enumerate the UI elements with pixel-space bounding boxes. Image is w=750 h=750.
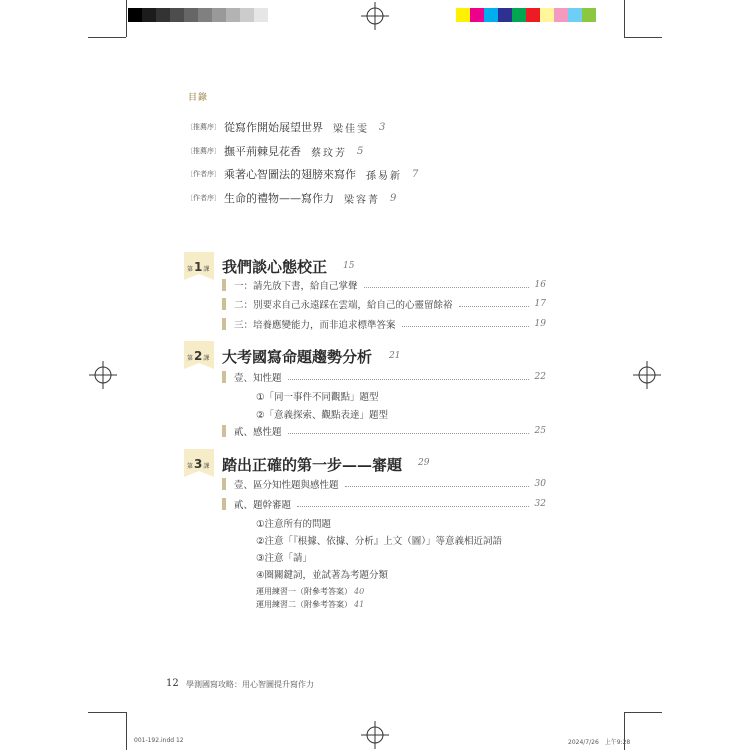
sub-item[interactable]: ①「同一事件不同觀點」題型 [256,392,379,403]
preface-author: 梁佳雯 [333,123,369,135]
preface-author: 孫易新 [366,170,402,182]
leader-dots [288,433,529,434]
preface-author: 梁容菁 [344,194,380,206]
preface-author: 蔡玟芳 [311,147,347,159]
section-bar [222,298,226,310]
section-label: 三：培養應變能力，而非追求標準答案 [234,320,396,331]
preface-entry[interactable] [186,189,396,207]
grayscale-bar [128,8,268,22]
leader-dots [364,287,529,288]
preface-entry[interactable] [186,142,363,160]
preface-entry[interactable] [186,165,418,183]
slug-timestamp: 2024/7/26 上午9:28 [568,739,631,746]
exercise-page: 41 [354,600,365,609]
preface-title: 從寫作開始展望世界 [224,121,323,134]
color-swatch [470,8,484,22]
crop-mark [624,712,662,713]
section-bar [222,371,226,383]
preface-entry[interactable] [186,118,385,136]
section-entry[interactable] [222,316,546,332]
badge-number: 2 [194,349,203,363]
section-page: 25 [534,426,546,436]
badge-suffix: 課 [203,266,210,273]
lesson-title[interactable]: 我們談心態校正 [222,258,328,276]
section-entry[interactable] [222,296,546,312]
exercise-label: 運用練習二（附參考答案） [256,600,352,609]
section-label: 一：請先放下書，給自己掌聲 [234,281,358,292]
preface-title: 撫平荊棘見花香 [224,145,301,158]
section-label: 壹、區分知性題與感性題 [234,480,339,491]
section-bar [222,498,226,510]
crop-mark [624,37,662,38]
badge-suffix: 課 [203,463,210,470]
section-bar [222,425,226,437]
preface-page: 3 [379,121,386,133]
badge-prefix: 第 [187,355,194,362]
running-footer-title: 學測國寫攻略：用心智圖提升寫作力 [186,680,314,689]
exercise-page: 40 [354,587,365,596]
badge-number: 3 [194,457,203,471]
color-swatch [456,8,470,22]
lesson-title[interactable]: 大考國寫命題趨勢分析 [222,348,373,366]
sub-item[interactable]: ②「意義探索、觀點表達」題型 [256,410,389,421]
section-label: 二：別要求自己永遠踩在雲端，給自己的心靈留餘裕 [234,300,453,311]
section-entry[interactable] [222,496,546,512]
lesson-page: 15 [343,261,355,271]
leader-dots [297,506,529,507]
lesson-badge [184,341,214,369]
sub-item[interactable]: ④圈關鍵詞，並試著為考題分類 [256,570,389,581]
section-page: 30 [534,479,546,489]
section-page: 17 [534,299,546,309]
color-swatch [582,8,596,22]
section-bar [222,318,226,330]
color-swatch [526,8,540,22]
color-swatch [484,8,498,22]
crop-mark [88,37,126,38]
preface-tag: 〔作者序〕 [186,194,221,202]
preface-tag: 〔推薦序〕 [186,147,221,155]
registration-mark-icon [89,361,117,389]
section-bar [222,478,226,490]
preface-page: 9 [390,192,397,204]
leader-dots [345,486,529,487]
section-bar [222,279,226,291]
section-entry[interactable] [222,369,546,385]
color-bar [456,8,596,22]
lesson-page: 29 [418,458,430,468]
preface-title: 乘著心智圖法的翅膀來寫作 [224,168,356,181]
lesson-title[interactable]: 踏出正確的第一步——審題 [222,456,403,474]
lesson-page: 21 [389,351,401,361]
preface-title: 生命的禮物——寫作力 [224,192,334,205]
leader-dots [288,379,529,380]
color-swatch [540,8,554,22]
section-page: 22 [534,372,546,382]
preface-page: 5 [357,145,364,157]
sub-item[interactable]: ③注意「請」 [256,553,313,564]
color-swatch [512,8,526,22]
sub-item[interactable]: ②注意「『根據、依據、分析』上文（圖）」等意義相近詞語 [256,536,503,547]
page-number: 12 [166,678,179,689]
preface-tag: 〔推薦序〕 [186,123,221,131]
lesson-badge [184,449,214,477]
exercise-entry[interactable] [256,586,364,597]
registration-mark-icon [361,2,389,30]
section-label: 壹、知性題 [234,373,282,384]
section-entry[interactable] [222,476,546,492]
crop-mark [126,712,127,750]
color-swatch [554,8,568,22]
color-swatch [498,8,512,22]
section-entry[interactable] [222,423,546,439]
badge-number: 1 [194,260,203,274]
color-swatch [568,8,582,22]
section-label: 貳、感性題 [234,427,282,438]
preface-page: 7 [412,168,419,180]
lesson-badge [184,252,214,280]
badge-prefix: 第 [187,463,194,470]
crop-mark [88,712,126,713]
toc-title: 目錄 [188,93,209,103]
exercise-entry[interactable] [256,599,364,610]
section-entry[interactable] [222,277,546,293]
section-page: 32 [534,499,546,509]
slug-filename: 001-192.indd 12 [134,737,184,744]
section-label: 貳、題幹審題 [234,500,292,511]
badge-prefix: 第 [187,266,194,273]
leader-dots [459,306,529,307]
preface-tag: 〔作者序〕 [186,170,221,178]
badge-suffix: 課 [203,355,210,362]
section-page: 16 [534,280,546,290]
sub-item[interactable]: ①注意所有的問題 [256,519,332,530]
section-page: 19 [534,319,546,329]
crop-mark [624,0,625,37]
leader-dots [402,326,529,327]
registration-mark-icon [361,721,389,749]
crop-mark [126,0,127,37]
registration-mark-icon [633,361,661,389]
exercise-label: 運用練習一（附參考答案） [256,587,352,596]
